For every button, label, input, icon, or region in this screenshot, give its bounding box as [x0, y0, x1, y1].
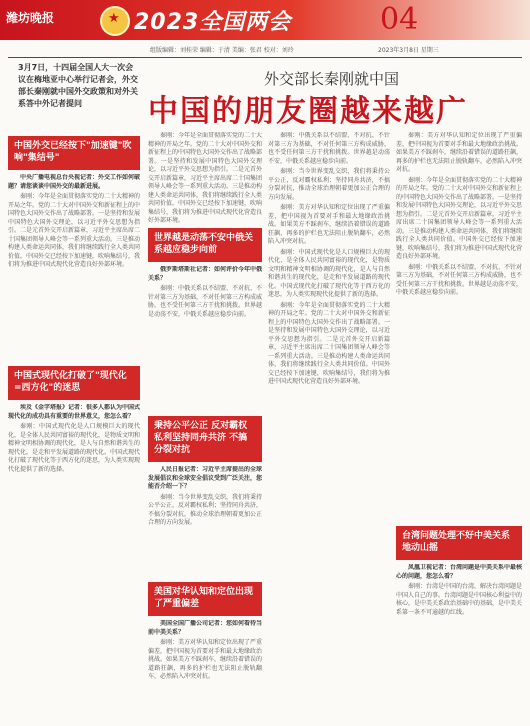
newspaper-logo: 潍坊晚报 [6, 11, 55, 25]
section-heading-3: 世界越是动荡不安中俄关系越应稳步向前 [148, 228, 262, 262]
column3-text: 秦刚：中俄关系以不结盟、不对抗、不针对第三方为基础，不对任何第三方构成威胁，也不受任何第三方干扰和挑拨。世界越是动荡不安，中俄关系越应稳步向前。 秦刚：当今世界变乱交织，我们将秉持公平公正，反对霸权私利；坚持同舟共济，不搞分裂对抗，推动全球治理朝着更加公正合理的方向发展。 秦刚：美方对华认知和定位出现了严重偏差，把中国视为首要对手和最大地缘政治挑战。如果美方不踩刹车，继续沿着错误的道路狂飙，再多的护栏也无法阻止脱轨翻车，必然陷入冲突对抗。 秦刚：中国式现代化是人口规模巨大的现代化，是全体人民共同富裕的现代化，是物质文明和精神文明相协调的现代化，是人与自然和谐共生的现代化，是走和平发展道路的现代化。中国式现代化打破了现代化等于西方化的迷思，为人类实现现代化提供了新的选择。 秦刚：今年是全面贯彻落实党的二十大精神的开局之年。党的二十大对中国外交和新征程上的中国特色大国外交作出了战略部署。一是坚持和发展中国特色大国外交理论，以习近平外交思想为指引。二是元首外交开启新篇章，习近平主席出席二十国集团领导人峰会等一系列重大活动。三是推动构建人类命运共同体，我们将继续践行全人类共同价值。中国外交已经按下加速键，吹响集结号，我们将为推进中国式现代化营造良好外部环境。 [268, 132, 390, 385]
header-rule [8, 57, 522, 58]
masthead-banner [0, 0, 530, 40]
lianghui-title: 2023全国两会 [134, 10, 292, 35]
column2-intro: 秦刚：今年是全面贯彻落实党的二十大精神的开局之年。党的二十大对中国外交和新征程上的中国特色大国外交作出了战略部署。一是坚持和发展中国特色大国外交理论，以习近平外交思想为指引。二是元首外交开启新篇章，习近平主席出席二十国集团领导人峰会等一系列重大活动。三是推动构建人类命运共同体，我们将继续践行全人类共同价值。中国外交已经按下加速键，吹响集结号，我们将为推进中国式现代化营造良好外部环境。 [148, 132, 262, 224]
section-body-1: 中央广播电视总台央视记者：外交工作如何破题？请您谈谈中国外交的最新进展。 秦刚：今年是全面贯彻落实党的二十大精神的开局之年。党的二十大对中国外交和新征程上的中国特色大国外交作出了战略部署。一是坚持和发展中国特色大国外交理论，以习近平外交思想为指引。二是元首外交开启新篇章，习近平主席出席二十国集团领导人峰会等一系列重大活动。三是推动构建人类命运共同体，我们将继续践行全人类共同价值。中国外交已经按下加速键，吹响集结号，我们将为推进中国式现代化营造良好外部环境。 [8, 174, 140, 268]
section-body-2: 埃及《金字塔报》记者：很多人都认为中国式现代化的成功具有重要的世界意义，您怎么看？ 秦刚：中国式现代化是人口规模巨大的现代化，是全体人民共同富裕的现代化，是物质文明和精神文明相协调的现代化，是人与自然和谐共生的现代化，是走和平发展道路的现代化。中国式现代化打破了现代化等于西方化的迷思，为人类实现现代化提供了新的选择。 [8, 404, 140, 473]
section-body-3: 俄罗斯塔斯社记者：如何评价今年中俄关系？ 秦刚：中俄关系以不结盟、不对抗、不针对第三方为基础，不对任何第三方构成威胁，也不受任何第三方干扰和挑拨。世界越是动荡不安，中俄关系越应稳步向前。 [148, 266, 262, 318]
article-headline: 中国的朋友圈越来越广 [148, 94, 468, 129]
section-body-4: 人民日报记者：习近平主席提出的全球发展倡议和全球安全倡议受到广泛关注，您能否介绍一下？ 秦刚：当今世界变乱交织，我们将秉持公平公正，反对霸权私利；坚持同舟共济，不搞分裂对抗，推动全球治理朝着更加公正合理的方向发展。 [148, 466, 262, 526]
section-heading-4: 秉持公平公正 反对霸权私利坚持同舟共济 不搞分裂对抗 [148, 416, 262, 462]
article-subtitle: 外交部长秦刚就中国 [264, 70, 400, 88]
national-emblem-icon [100, 6, 130, 36]
section-heading-5: 美国对华认知和定位出现了严重偏差 [148, 582, 262, 616]
section-heading-6: 台湾问题处理不好中美关系地动山摇 [396, 526, 522, 560]
editors-line: 组版编辑：刘桂荣 编辑：于清 美编：张君 校对：刘玲 [150, 47, 294, 54]
info-bar [0, 42, 530, 56]
date-line: 2023年3月8日 星期三 [378, 47, 439, 54]
section-body-5: 美国全国广播公司记者：您如何看待当前中美关系？ 秦刚：美方对华认知和定位出现了严重偏差，把中国视为首要对手和最大地缘政治挑战。如果美方不踩刹车，继续沿着错误的道路狂飙，再多的护栏也无法阻止脱轨翻车，必然陷入冲突对抗。 [148, 620, 262, 680]
page-number: 04 [380, 2, 419, 37]
section-body-6: 凤凰卫视记者：台湾问题是中美关系中最核心的问题，您怎么看？ 秦刚：台湾是中国的台湾，解决台湾问题是中国人自己的事。台湾问题是中国核心利益中的核心，是中美关系政治基础中的基础，是中美关系第一条不可逾越的红线。 [396, 564, 522, 616]
section-heading-2: 中国式现代化打破了"现代化=西方化"的迷思 [8, 366, 140, 400]
column4-text: 秦刚：美方对华认知和定位出现了严重偏差，把中国视为首要对手和最大地缘政治挑战。如果美方不踩刹车，继续沿着错误的道路狂飙，再多的护栏也无法阻止脱轨翻车，必然陷入冲突对抗。 秦刚：今年是全面贯彻落实党的二十大精神的开局之年。党的二十大对中国外交和新征程上的中国特色大国外交作出了战略部署。一是坚持和发展中国特色大国外交理论，以习近平外交思想为指引。二是元首外交开启新篇章，习近平主席出席二十国集团领导人峰会等一系列重大活动。三是推动构建人类命运共同体，我们将继续践行全人类共同价值。中国外交已经按下加速键，吹响集结号，我们将为推进中国式现代化营造良好外部环境。 秦刚：中俄关系以不结盟、不对抗、不针对第三方为基础，不对任何第三方构成威胁，也不受任何第三方干扰和挑拨。世界越是动荡不安，中俄关系越应稳步向前。 [396, 132, 522, 296]
article-lead: 3月7日，十四届全国人大一次会议在梅地亚中心举行记者会，外交部长秦刚就中国外交政策和对外关系答中外记者提问 [18, 63, 138, 108]
section-heading-1: 中国外交已经按下"加速键"吹响"集结号" [8, 136, 140, 170]
